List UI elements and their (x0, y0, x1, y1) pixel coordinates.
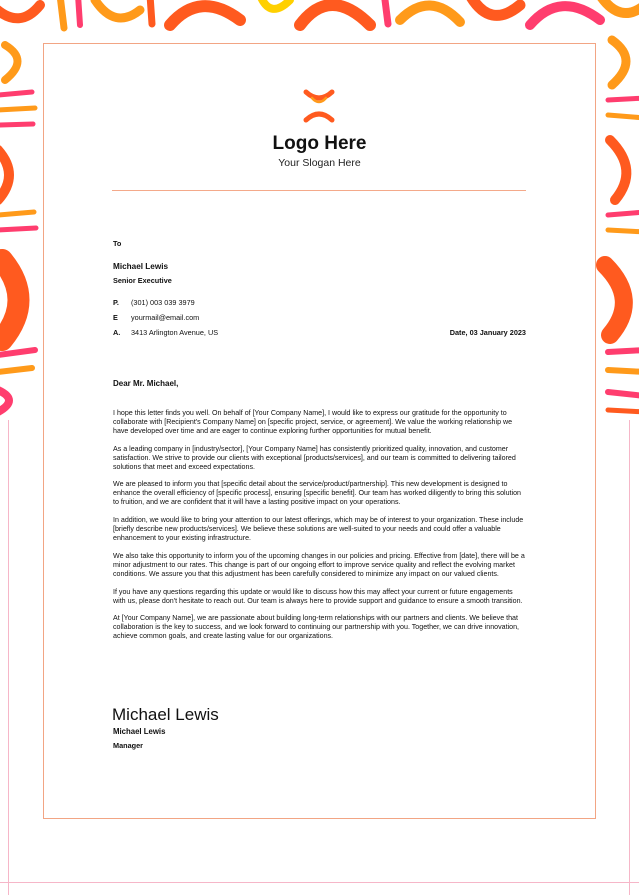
body-paragraph: We also take this opportunity to inform you of the upcoming changes in our policies and pricing. Effective from [date], there will be a minor adjustment to our rates. This change is part of our ongoing effort to improve service quality and reflect the evolving market conditions. We assure you that this adjustment has been carefully considered to minimize any impact on our valued clients. (113, 551, 525, 578)
letter-date: Date, 03 January 2023 (449, 328, 526, 337)
logo-icon (300, 88, 338, 124)
body-paragraph: At [Your Company Name], we are passionate about building long-term relationships with our partners and clients. We believe that collaboration is the key to success, and we look forward to continuing our partnership with you. Together, we can drive innovation, achieve common goals, and create lasting value for our organizations. (113, 614, 520, 641)
recipient-title: Senior Executive (113, 276, 172, 285)
slogan: Your Slogan Here (278, 157, 361, 169)
body-paragraph: In addition, we would like to bring your attention to our latest offerings, which may be of interest to your organization. These include [briefly describe new products/services]. We believe these solutions are well-suited to your needs and could offer a valuable enhancement to your existing infrastructure. (113, 516, 524, 542)
recipient-name: Michael Lewis (113, 262, 169, 271)
guide-line-bottom (0, 882, 639, 883)
email-label: E (113, 313, 118, 322)
signer-name: Michael Lewis (113, 727, 166, 736)
signature-script: Michael Lewis (112, 705, 219, 724)
body-paragraph: As a leading company in [industry/sector], [Your Company Name] has consistently prioritized quality, innovation, and customer satisfaction. We strive to provide our clients with exceptional [products/services], and our team is committed to delivering tailored solutions that meet and exceed expectations. (113, 444, 516, 471)
guide-line-right (629, 420, 630, 895)
body-paragraph: If you have any questions regarding this update or would like to discuss how this may affect your current or future engagements with us, please don't hesitate to reach out. Our team is always here to provide support and guidance to ensure a smooth transition. (113, 587, 523, 605)
body-paragraph: I hope this letter finds you well. On behalf of [Your Company Name], I would like to express our gratitude for the opportunity to collaborate with [Recipient's Company Name] on [specific project, service, or agreement]. We value the working relationship we have developed over time and are eager to continue exploring further opportunities for mutual benefit. (113, 409, 513, 435)
guide-line-left (8, 420, 9, 895)
body-paragraph: We are pleased to inform you that [specific detail about the service/product/partnership]. This new development is designed to enhance the overall efficiency of [specific process], ensuring [specific benefit]. Our team has worked diligently to bring this solution to fruition, and we are confident that it will have a lasting positive impact on your operations. (113, 480, 521, 507)
salutation: Dear Mr. Michael, (113, 379, 179, 388)
email-value: yourmail@email.com (131, 313, 200, 322)
phone-value: (301) 003 039 3979 (131, 298, 195, 307)
address-value: 3413 Arlington Avenue, US (131, 328, 219, 337)
address-label: A. (113, 328, 121, 337)
letter-body (113, 409, 526, 650)
to-label: To (113, 239, 122, 248)
phone-label: P. (113, 298, 119, 307)
signer-title: Manager (113, 741, 144, 750)
logo-text: Logo Here (272, 133, 367, 154)
header-divider (112, 190, 526, 191)
